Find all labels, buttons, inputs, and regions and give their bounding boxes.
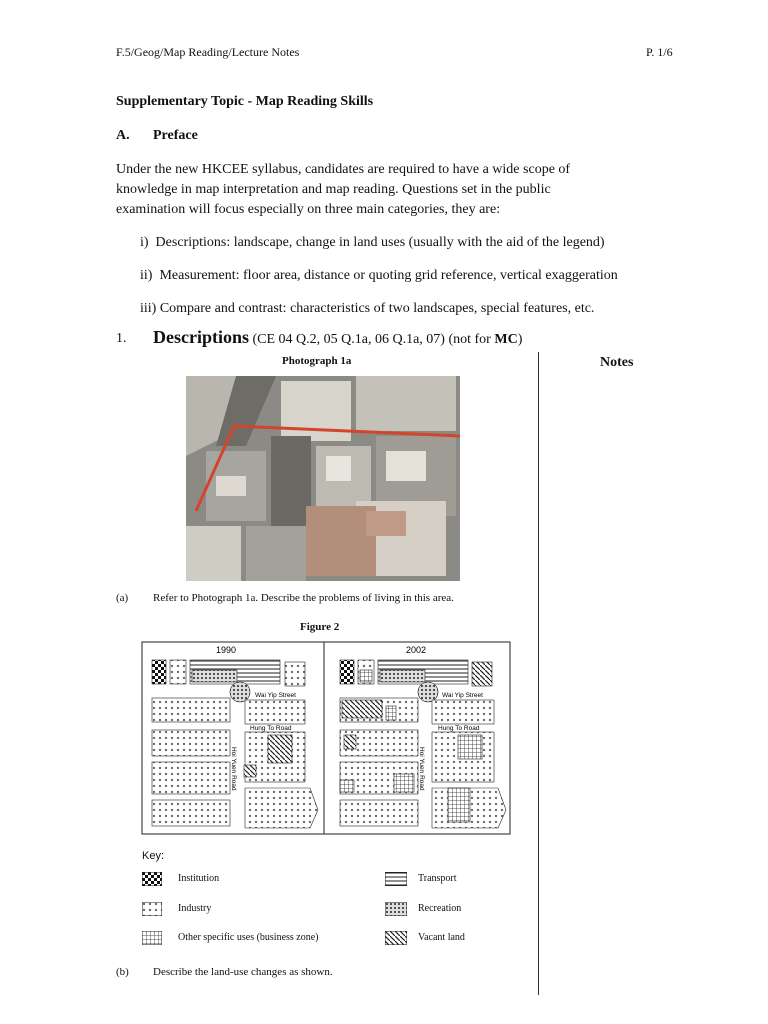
category-compare: iii) Compare and contrast: characteristics of two landscapes, special features, etc. bbox=[140, 301, 595, 316]
vacant-land-icon bbox=[385, 931, 407, 945]
svg-text:Hung To Road: Hung To Road bbox=[438, 725, 480, 732]
institution-icon bbox=[142, 872, 162, 886]
transport-icon bbox=[385, 872, 407, 886]
key-industry: Industry bbox=[178, 903, 212, 914]
key-business-zone: Other specific uses (business zone) bbox=[178, 932, 319, 943]
figure-caption: Figure 2 bbox=[300, 621, 340, 633]
notes-label: Notes bbox=[600, 355, 634, 370]
question-a-label: (a) bbox=[116, 592, 129, 604]
question-a-text: Refer to Photograph 1a. Describe the problems of living in this area. bbox=[153, 592, 454, 604]
intro-paragraph bbox=[116, 160, 570, 220]
svg-text:Hoi Yuen Road: Hoi Yuen Road bbox=[418, 747, 425, 791]
header-page-number: P. 1/6 bbox=[646, 45, 673, 59]
recreation-icon bbox=[385, 902, 407, 916]
year-2002: 2002 bbox=[406, 645, 427, 655]
photograph-1a bbox=[186, 376, 460, 581]
section-a-heading: Preface bbox=[153, 128, 198, 143]
category-measurement: ii) Measurement: floor area, distance or quoting grid reference, vertical exaggeration bbox=[140, 268, 618, 283]
question-b-label: (b) bbox=[116, 966, 129, 978]
part1-heading-line bbox=[153, 327, 522, 348]
key-transport: Transport bbox=[418, 873, 457, 884]
key-vacant-land: Vacant land bbox=[418, 932, 465, 943]
figure-2-map bbox=[140, 640, 512, 840]
notes-divider bbox=[538, 352, 539, 995]
document-title: Supplementary Topic - Map Reading Skills bbox=[116, 94, 374, 109]
svg-text:Hoi Yuen Road: Hoi Yuen Road bbox=[230, 747, 237, 791]
part1-number: 1. bbox=[116, 331, 127, 346]
svg-text:Wai Yip Street: Wai Yip Street bbox=[255, 692, 296, 699]
section-a-letter: A. bbox=[116, 128, 130, 143]
intro-line: examination will focus especially on three main categories, they are: bbox=[116, 202, 501, 217]
key-institution: Institution bbox=[178, 873, 220, 884]
category-descriptions: i) Descriptions: landscape, change in land uses (usually with the aid of the legend) bbox=[140, 235, 605, 250]
part1-mc: MC bbox=[494, 332, 518, 347]
header-course: F.5/Geog/Map Reading/Lecture Notes bbox=[116, 45, 300, 59]
part1-refs: (CE 04 Q.2, 05 Q.1a, 06 Q.1a, 07) (not for bbox=[252, 332, 495, 347]
photo-caption: Photograph 1a bbox=[282, 355, 352, 367]
question-b-text: Describe the land-use changes as shown. bbox=[153, 966, 333, 978]
key-recreation: Recreation bbox=[418, 903, 462, 914]
year-1990: 1990 bbox=[216, 645, 237, 655]
part1-close: ) bbox=[517, 332, 523, 347]
intro-line: knowledge in map interpretation and map reading. Questions set in the public bbox=[116, 182, 551, 197]
industry-icon bbox=[142, 902, 162, 916]
svg-text:Hung To Road: Hung To Road bbox=[250, 725, 292, 732]
business-zone-icon bbox=[142, 931, 162, 945]
intro-line: Under the new HKCEE syllabus, candidates are required to have a wide scope of bbox=[116, 162, 571, 177]
svg-text:Wai Yip Street: Wai Yip Street bbox=[442, 692, 483, 699]
key-title: Key: bbox=[142, 850, 165, 862]
part1-heading: Descriptions bbox=[153, 327, 249, 347]
